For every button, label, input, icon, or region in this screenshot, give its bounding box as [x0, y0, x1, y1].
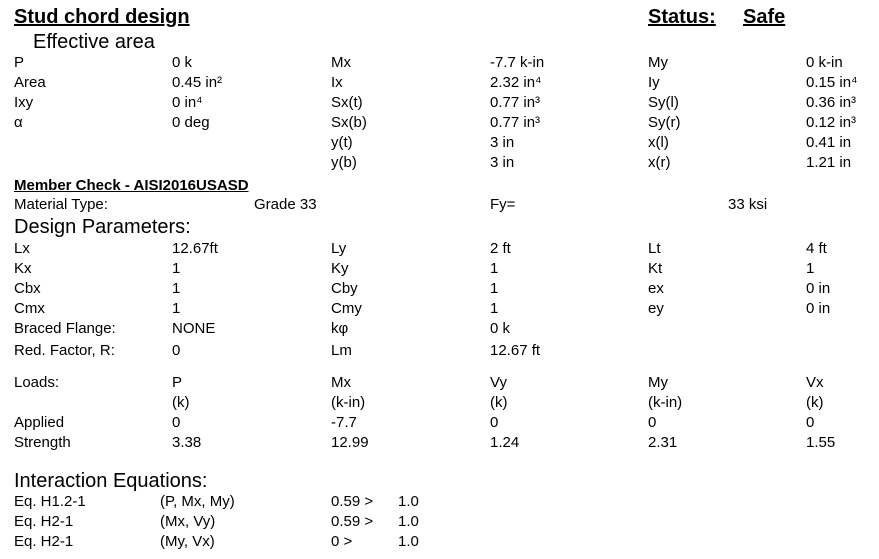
- design-param-cell: Lm: [331, 342, 352, 359]
- effective-area-cell: 0.45 in²: [172, 74, 223, 91]
- loads-cell: 0: [806, 414, 815, 431]
- design-param-cell: 12.67ft: [172, 240, 218, 257]
- design-parameters-heading: Design Parameters:: [14, 216, 191, 238]
- design-param-cell: 1: [172, 260, 181, 277]
- design-param-cell: 1: [806, 260, 815, 277]
- effective-area-cell: 0 deg: [172, 114, 210, 131]
- effective-area-cell: 3 in: [490, 154, 515, 171]
- loads-cell: 3.38: [172, 434, 202, 451]
- design-param-cell: kφ: [331, 320, 349, 337]
- loads-cell: My: [648, 374, 668, 391]
- effective-area-cell: 0.77 in³: [490, 94, 541, 111]
- design-param-cell: 0 in: [806, 300, 831, 317]
- design-param-cell: ey: [648, 300, 664, 317]
- design-param-cell: Red. Factor, R:: [14, 342, 115, 359]
- effective-area-cell: Sx(t): [331, 94, 363, 111]
- loads-cell: Vx: [806, 374, 824, 391]
- effective-area-cell: My: [648, 54, 668, 71]
- effective-area-cell: -7.7 k-in: [490, 54, 545, 71]
- interaction-cell: 0.59 >: [331, 513, 374, 530]
- interaction-cell: Eq. H2-1: [14, 513, 74, 530]
- effective-area-cell: x(r): [648, 154, 671, 171]
- design-param-cell: 2 ft: [490, 240, 511, 257]
- material-type-label: Material Type:: [14, 196, 108, 213]
- design-param-cell: 1: [490, 260, 499, 277]
- interaction-cell: (My, Vx): [160, 533, 215, 550]
- effective-area-cell: y(b): [331, 154, 357, 171]
- interaction-cell: 1.0: [398, 493, 419, 510]
- effective-area-cell: 0 k: [172, 54, 193, 71]
- fy-value: 33 ksi: [728, 196, 768, 213]
- design-param-cell: 1: [490, 300, 499, 317]
- loads-cell: (k-in): [648, 394, 683, 411]
- effective-area-cell: y(t): [331, 134, 353, 151]
- effective-area-cell: Area: [14, 74, 46, 91]
- loads-cell: 1.24: [490, 434, 520, 451]
- design-param-cell: Kt: [648, 260, 663, 277]
- design-param-cell: Cmy: [331, 300, 362, 317]
- loads-cell: 0: [172, 414, 181, 431]
- design-param-cell: 12.67 ft: [490, 342, 541, 359]
- interaction-cell: (P, Mx, My): [160, 493, 235, 510]
- fy-label: Fy=: [490, 196, 516, 213]
- status-value: Safe: [743, 6, 786, 28]
- effective-area-cell: 2.32 in⁴: [490, 74, 542, 91]
- effective-area-cell: 0.12 in³: [806, 114, 857, 131]
- loads-cell: (k): [172, 394, 190, 411]
- design-param-cell: Ly: [331, 240, 347, 257]
- loads-cell: Strength: [14, 434, 71, 451]
- effective-area-cell: 0.36 in³: [806, 94, 857, 111]
- effective-area-cell: 1.21 in: [806, 154, 852, 171]
- design-param-cell: Kx: [14, 260, 32, 277]
- design-param-cell: 1: [172, 300, 181, 317]
- effective-area-heading: Effective area: [33, 31, 155, 53]
- status-label: Status:: [648, 6, 716, 28]
- effective-area-cell: x(l): [648, 134, 669, 151]
- effective-area-cell: Sy(r): [648, 114, 681, 131]
- effective-area-cell: Sx(b): [331, 114, 367, 131]
- loads-cell: 1.55: [806, 434, 836, 451]
- design-param-cell: Lt: [648, 240, 661, 257]
- effective-area-cell: Ix: [331, 74, 343, 91]
- page-title: Stud chord design: [14, 6, 190, 28]
- design-param-cell: NONE: [172, 320, 216, 337]
- interaction-cell: (Mx, Vy): [160, 513, 216, 530]
- design-param-cell: 0 in: [806, 280, 831, 297]
- loads-cell: 12.99: [331, 434, 369, 451]
- design-param-cell: 4 ft: [806, 240, 827, 257]
- effective-area-cell: α: [14, 114, 23, 131]
- effective-area-cell: Iy: [648, 74, 660, 91]
- loads-cell: 0: [490, 414, 499, 431]
- interaction-heading: Interaction Equations:: [14, 470, 208, 492]
- effective-area-cell: 0 k-in: [806, 54, 843, 71]
- design-param-cell: Ky: [331, 260, 349, 277]
- loads-cell: Vy: [490, 374, 507, 391]
- loads-cell: 0: [648, 414, 657, 431]
- design-param-cell: Cby: [331, 280, 358, 297]
- design-param-cell: Cbx: [14, 280, 41, 297]
- loads-cell: Loads:: [14, 374, 60, 391]
- interaction-cell: Eq. H1.2-1: [14, 493, 86, 510]
- effective-area-cell: 0.77 in³: [490, 114, 541, 131]
- loads-cell: (k): [490, 394, 508, 411]
- member-check-heading: Member Check - AISI2016USASD: [14, 177, 249, 194]
- effective-area-cell: Ixy: [14, 94, 34, 111]
- effective-area-cell: 0.41 in: [806, 134, 852, 151]
- design-param-cell: Braced Flange:: [14, 320, 116, 337]
- loads-cell: Applied: [14, 414, 65, 431]
- interaction-cell: 0 >: [331, 533, 353, 550]
- loads-cell: 2.31: [648, 434, 678, 451]
- design-param-cell: 0 k: [490, 320, 511, 337]
- interaction-cell: 1.0: [398, 533, 419, 550]
- material-type-value: Grade 33: [254, 196, 317, 213]
- interaction-cell: 0.59 >: [331, 493, 374, 510]
- loads-cell: Mx: [331, 374, 351, 391]
- design-param-cell: 1: [490, 280, 499, 297]
- effective-area-cell: Sy(l): [648, 94, 679, 111]
- design-param-cell: 0: [172, 342, 181, 359]
- effective-area-cell: 0.15 in⁴: [806, 74, 858, 91]
- loads-cell: -7.7: [331, 414, 357, 431]
- loads-cell: (k): [806, 394, 824, 411]
- interaction-cell: Eq. H2-1: [14, 533, 74, 550]
- design-param-cell: ex: [648, 280, 664, 297]
- design-param-cell: 1: [172, 280, 181, 297]
- effective-area-cell: 3 in: [490, 134, 515, 151]
- effective-area-cell: P: [14, 54, 25, 71]
- design-param-cell: Cmx: [14, 300, 45, 317]
- loads-cell: P: [172, 374, 183, 391]
- design-param-cell: Lx: [14, 240, 30, 257]
- effective-area-cell: 0 in⁴: [172, 94, 203, 111]
- loads-cell: (k-in): [331, 394, 366, 411]
- interaction-cell: 1.0: [398, 513, 419, 530]
- effective-area-cell: Mx: [331, 54, 351, 71]
